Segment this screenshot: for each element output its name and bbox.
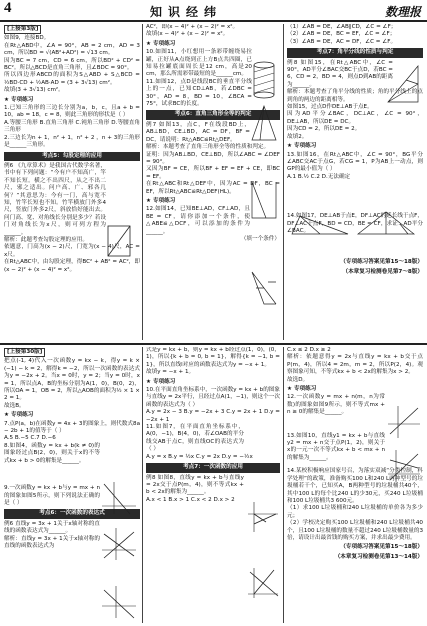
answer-reference: （专项练习答案见第15～18版） bbox=[340, 544, 423, 551]
figure-graph-10 bbox=[386, 448, 422, 484]
exercise: 13.如图10，直线y1 = kx + b与直线y2 = mx + n交于点P(1，2)，则关于x的一元一次不等式kx + b < mx + n的解集为______。 bbox=[287, 432, 385, 461]
paragraph: 故选D。 bbox=[287, 376, 309, 383]
figure-triangles-13 bbox=[248, 178, 280, 222]
paragraph: 解析：此题考查勾股定理的应用。 bbox=[4, 236, 88, 243]
exercise: 11.如图7，在平面直角坐标系中，A(0，−1)，B(4，0)，若∠OAB的平分线交AB于点C，则直线OC的表达式为（ ） bbox=[146, 424, 244, 453]
exercise: 11.如图12，点D是线段BC的垂直平分线上的一点，已知CD⊥AB，若∠DBC = 30°，AD = 8，BD = 10，∠BCA = 75°，试求BC的长度。 bbox=[146, 78, 252, 108]
paragraph: 故选B。 bbox=[4, 402, 25, 409]
paragraph: 又因为BF = CE，所以BF + EF = EF + CE，即BC = EF。 bbox=[146, 166, 280, 180]
topic-band: 考点6：一次函数的表达式 bbox=[4, 509, 140, 518]
exercise: 8.如图4，函数y = kx + b(k ≠ 0)的图象经过点B(2，0)，则关于x的不等式kx + b > 0的解集是______。 bbox=[4, 442, 100, 464]
exercise: 10.如图11，小红想用一条彩带缠绕易拉罐，正好从A点绕到正上方B点共四圈，已知易拉罐底面周长是12 cm，高是20 cm，那么所需彩带最短的是______cm。 bbox=[146, 49, 252, 78]
exercise: 12.一次函数y = mx + n(m，n为常数)的图象如图9所示，则不等式mx + n ≥ 0的解集是______。 bbox=[287, 394, 385, 416]
exercise: （2）学校决定购买100 L垃圾桶和240 L垃圾桶共40个，且100 L垃圾桶的数量不超过240 L垃圾桶数量的3倍，请设计出最省钱的购买方案，并求出最少费用。 bbox=[287, 520, 423, 541]
figure-14 bbox=[250, 268, 278, 308]
paragraph: 证明：因为AB⊥BD，CE⊥BD，所以∠ABC = ∠DEF = 90°。 bbox=[146, 151, 280, 165]
paragraph: 因为BC = 7 cm，CD = 6 cm，所以BD² + CD² = BC²。所以△BCD是直角三角形，且∠BDC = 90°。 bbox=[4, 57, 140, 72]
figure-triangle-12 bbox=[250, 104, 278, 144]
section-label: ★ 专项练习 bbox=[4, 412, 34, 419]
exercise-options: A.等腰三角形 B.直角三角形 C.钝角三角形 D.等腰直角三角形 bbox=[4, 119, 140, 134]
example: 例8 如图8，直线y = kx + b与直线y = 2x交于点P(m，4)，则不等式kx + b < 2x的解集为______。 bbox=[146, 474, 244, 496]
topic-band: 考点5：勾股定理的应用 bbox=[4, 152, 140, 161]
exercise: 7.点P(a，b)在函数y = 4x + 3的图象上，则代数式8a − 2b + 1的值等于（ ） bbox=[4, 420, 140, 435]
figure-graph-7 bbox=[246, 500, 280, 534]
page-header bbox=[0, 0, 427, 22]
paragraph: （1）∠AB = DE，∠AB∥CD，∠C = ∠F； bbox=[287, 24, 397, 30]
exercise-options: A.x < 1 B.x > 1 C.x < 2 D.x > 2 bbox=[146, 496, 235, 503]
paragraph: 解析：本题考查了直角三角形全等的性质和判定。 bbox=[146, 144, 270, 151]
figure-graph-6 bbox=[100, 584, 138, 620]
exercise: 9.一次函数y = kx + b与y = mx + n的图象如图5所示，则下列说法正确的是（ ） bbox=[4, 485, 100, 506]
paragraph: AC²，即(x − 4)² + (x − 2)² = x²。 bbox=[146, 24, 239, 30]
section-label: ★ 专项练习 bbox=[287, 143, 317, 150]
paragraph: C.x ≤ 2 D.x ≥ 2 bbox=[287, 347, 331, 353]
paragraph: 在Rt△ABC和Rt△DEF中，因为AC = DF，BC = EF，所以Rt△ABC≌Rt△DEF(HL)。 bbox=[146, 181, 280, 195]
paragraph: 依题意，门高为(x − 2)尺，门宽为(x − 4)尺，AC = x尺。 bbox=[4, 244, 140, 258]
continuation-tag: [上接第30版] bbox=[4, 348, 45, 357]
exercise: 14.如图17，DE⊥AB于点E，DF⊥AC的延长线于点F，DF⊥AC于点F，BD = CD，BE = CF，求证：AD平分∠BAC。 bbox=[287, 213, 423, 234]
figure-can-diagram bbox=[250, 60, 278, 100]
paragraph: （填一个条件） bbox=[240, 235, 280, 242]
figure-16 bbox=[290, 212, 352, 238]
exercise-options: A.y = x B.y = ½x C.y = 2x D.y = −½x bbox=[146, 453, 253, 460]
exercise-options: A.5 B.−5 C.7 D.−6 bbox=[4, 435, 56, 442]
paragraph: 解析：直线y = 3x + 1关于x轴对称的直线的函数表达式为 bbox=[4, 535, 100, 549]
answer-reference: （专项练习答案见第15～18版） bbox=[340, 259, 423, 266]
paragraph: 因为CD = 2，所以DE = 2。 bbox=[287, 126, 361, 133]
paragraph: 在Rt△ABD中，∠A = 90°，AB = 2 cm，AD = 3 cm，所以BD = √(AB²+AD²) = √13 cm。 bbox=[4, 42, 140, 57]
figure-15 bbox=[384, 62, 422, 106]
topic-band: 考点7：一次函数的应用 bbox=[146, 463, 280, 472]
bottom-column-3 bbox=[287, 347, 423, 623]
paragraph: 式是y = kx + b，则y = kx + b经过点(1，0)，(0，1)，所以{k + b = 0, b = 1}，解得{k = −1, b = 1}，所以直线l对应的函数表达式为y = −x + 1。 bbox=[146, 347, 280, 368]
topic-band: 考点7：角平分线的性质与判定 bbox=[287, 48, 423, 57]
topic-band: 考点6：直角三角形全等的判定 bbox=[146, 110, 280, 119]
review-reference: （本章复习检测卷见第13～14版） bbox=[334, 553, 423, 560]
paragraph: 故填(3 + 3√13) cm²。 bbox=[4, 87, 64, 94]
figure-graph-8 bbox=[246, 566, 280, 600]
paragraph: 在Rt△ABC中，由勾股定理，得BC² + AB² = AC²，即(x − 2)² + (x − 4)² = x²。 bbox=[4, 259, 140, 273]
exercise: 13.如图16，在Rt△ABC中，∠C = 90°，BG平分∠ABC交AC于点G，若CG = 1，P为AB上一动点，则GP的最小值为（ ） bbox=[287, 151, 423, 173]
paragraph: （2）∠AB = DE，BC = EF，∠C = ∠F； bbox=[287, 31, 396, 38]
exercise: （1）求100 L垃圾桶和240 L垃圾桶的单价各为多少元； bbox=[287, 505, 423, 519]
paragraph: 如图9，连接BD。 bbox=[4, 35, 50, 42]
newspaper-title: 知识经纬 bbox=[150, 5, 223, 19]
paragraph: 如图15，过点D作DE⊥AB于点E。 bbox=[287, 104, 373, 111]
top-column-1 bbox=[4, 24, 140, 342]
example: 例6 直线y = 3x + 1关于x轴对称的直线的函数表达式为______。 bbox=[4, 520, 100, 535]
section-label: ★ 专项练习 bbox=[146, 40, 176, 47]
paragraph: 解析：依题意得y = 2x与直线y = kx + b交于点P(m，4)，所以4 = 2m，m = 2，所以P(2，4)。观察图象可知，不等式kx + b < 2x的解集为x > 2。 bbox=[287, 354, 423, 376]
paragraph: 故填(x − 4)² + (x − 2)² = x²。 bbox=[146, 31, 229, 38]
figure-graph-5 bbox=[100, 526, 138, 562]
figure-17 bbox=[356, 210, 418, 238]
paragraph: 故填y = −x + 1。 bbox=[146, 369, 195, 376]
paragraph: 所以四边形ABCD的面积为S△ABD + S△BCD = ½BD·CD + ½AB·AD = (3 + 3√13) cm²。 bbox=[4, 72, 140, 86]
continuation-tag: [上接第3版] bbox=[4, 25, 41, 34]
exercise-options: A.y = 2x − 3 B.y = −2x + 3 C.y = 2x + 1 D.y = −2x + 1 bbox=[146, 409, 280, 423]
example: 例7 如图13，点C，F在线段BD上，AB⊥BD，CE⊥BD，AC = DF，BF = DC，请说明：Rt△ABC≌Rt△DEF。 bbox=[146, 121, 250, 143]
exercise: 1.已知三角形的三边长分别为a，b，c，且a + b = 10，ab = 18，c = 8，则此三角形的形状是（ ） bbox=[4, 105, 140, 119]
figure-door-diagram bbox=[104, 222, 138, 262]
paragraph: （3）∠AB = DE，AC = DF，∠C = ∠F。 bbox=[287, 38, 397, 45]
exercise: 14.某校积极响应国家号召，为落实双减“分类控制，科学处理”的政策，准备购买100 L和240 L两种型号的垃圾桶若干个，已知买A，B两种型号的垃圾桶共40个，其中100 L的每个比240 L的少30元，买240 L垃圾桶和100 L垃圾桶共3 600元。 bbox=[287, 468, 423, 504]
brand-logo: 数理报 bbox=[384, 5, 421, 19]
section-label: ★ 专项练习 bbox=[287, 386, 317, 393]
exercise: 12.如图14，已知BE⊥AD，CF⊥AD，且BE = CF，请你添加一个条件，使△ABE≌△DCF，可以添加的条件为______。 bbox=[146, 206, 250, 235]
exercise-options: A.1 B.½ C.2 D.无法确定 bbox=[287, 173, 351, 180]
exercise: 2.三边长为n + 1，n² + 1，n² + 2 ，n + 3的三角形是______三角形。 bbox=[4, 134, 140, 149]
review-reference: （本章复习检测卷见第7～8版） bbox=[342, 268, 423, 275]
section-label: ★ 专项练习 bbox=[4, 96, 34, 103]
figure-graph-9 bbox=[386, 404, 422, 440]
paragraph: 把点(-1, 4)代入一次函数y = kx − k，得y = k × (−1) − k = 2，解得k = −2，所以一次函数的表达式为y = −2x + 2。当x = 0时，y = 2；当y = 0时，x = 1，所以点A，B的坐标分别为A(1，0)，B(0，2)，所以OA = 1，OB = 2，所以△AOB的面积为½ × 1 × 2 = 1。 bbox=[4, 358, 140, 402]
paragraph: 因为AD平分∠BAC，DC⊥AC，∠C = 90°，DE⊥AB，所以DE = DC。 bbox=[287, 111, 423, 125]
page-number: 4 bbox=[4, 0, 12, 16]
paragraph: 解析：本题考查了角平分线的性质；角的平分线上的点到角的两边的距离相等。 bbox=[287, 89, 423, 103]
exercise: 10.在平面直角坐标系中，一次函数y = kx + b的图象与直线y = 2x平行，且经过点A(1，−1)，则这个一次函数的表达式为（ ） bbox=[146, 387, 280, 408]
paragraph: 故填2。 bbox=[287, 133, 308, 140]
section-label: ★ 专项练习 bbox=[146, 378, 176, 385]
section-label: ★ 专项练习 bbox=[146, 197, 176, 204]
example: 例6 《九章算术》是我国古代数学名著，书中有下列问题：“今有户不知高广，竿不知长短。横之不出四尺，从之不出二尺，邪之适出。问户高、广、邪各几何？”其意思为：今有一门，高与宽不知，竹竿长短也不知。竹竿横放门外多4尺，竖放门外多2尺，斜放恰好能出去。问门高、宽、对角线长分别是多少？若设门对角线长为x尺，则可列方程为______。 bbox=[4, 162, 106, 236]
example: 例8 如图15，在Rt△ABC中，∠C = 90°，AD平分∠BAC交BC于点D，若BC = 6，CD = 2，BD = 4，则点D到AB的距离为______。 bbox=[287, 59, 393, 88]
figure-graph-4 bbox=[100, 480, 138, 516]
